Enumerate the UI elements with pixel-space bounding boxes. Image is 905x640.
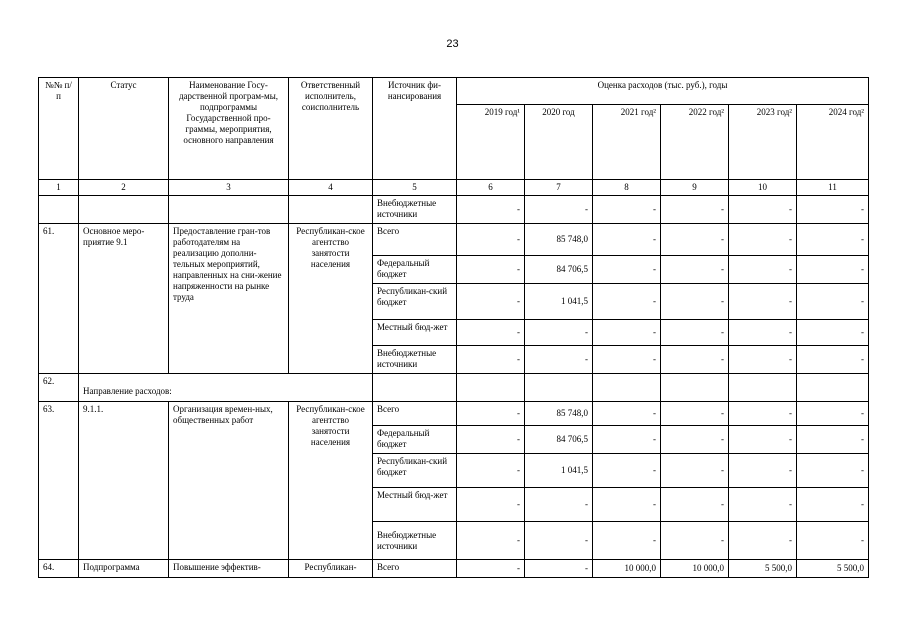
column-number: 3: [169, 180, 289, 196]
value-cell: 85 748,0: [525, 224, 593, 256]
value-cell: -: [661, 196, 729, 224]
value-cell: 10 000,0: [661, 560, 729, 578]
value-cell: -: [797, 256, 869, 284]
column-number: 1: [39, 180, 79, 196]
row-number: 64.: [39, 560, 79, 578]
header-year: 2021 год²: [593, 105, 661, 180]
value-cell: -: [593, 224, 661, 256]
header-year: 2023 год²: [729, 105, 797, 180]
value-cell: -: [797, 320, 869, 346]
column-number: 9: [661, 180, 729, 196]
funding-source: Всего: [373, 224, 457, 256]
header-year: 2024 год²: [797, 105, 869, 180]
header-name: Наименование Госу-дарственной програм-мы, подпрограммы Государственной про-граммы, мероприятия, основного направления: [169, 78, 289, 180]
value-cell: -: [661, 284, 729, 320]
value-cell: -: [457, 346, 525, 374]
value-cell: -: [661, 256, 729, 284]
column-number: 7: [525, 180, 593, 196]
header-year: 2020 год: [525, 105, 593, 180]
value-cell: 5 500,0: [729, 560, 797, 578]
value-cell: -: [729, 320, 797, 346]
funding-source: Федеральный бюджет: [373, 426, 457, 454]
value-cell: 1 041,5: [525, 284, 593, 320]
value-cell: -: [593, 196, 661, 224]
value-cell: -: [457, 426, 525, 454]
funding-source: Федеральный бюджет: [373, 256, 457, 284]
funding-source: Местный бюд-жет: [373, 320, 457, 346]
header-executor: Ответственный исполнитель, соисполнитель: [289, 78, 373, 180]
value-cell: -: [729, 224, 797, 256]
value-cell: -: [797, 402, 869, 426]
value-cell: 1 041,5: [525, 454, 593, 488]
row-number: 63.: [39, 402, 79, 560]
value-cell: -: [729, 488, 797, 522]
column-number: 11: [797, 180, 869, 196]
row-status: Подпрограмма: [79, 560, 169, 578]
value-cell: -: [457, 256, 525, 284]
value-cell: -: [457, 454, 525, 488]
value-cell: -: [797, 522, 869, 560]
page-number: 23: [446, 38, 459, 50]
header-status: Статус: [79, 78, 169, 180]
row-status: Основное меро-приятие 9.1: [79, 224, 169, 374]
value-cell: -: [797, 284, 869, 320]
value-cell: -: [457, 402, 525, 426]
value-cell: -: [661, 402, 729, 426]
row-name: Предоставление гран-тов работодателям на реализацию дополни-тельных мероприятий, направленных на сни-жение напряженности на рынке труда: [169, 224, 289, 374]
header-year: 2019 год¹: [457, 105, 525, 180]
value-cell: -: [797, 224, 869, 256]
value-cell: -: [525, 196, 593, 224]
column-number: 2: [79, 180, 169, 196]
row-executor: Республикан-ское агентство занятости населения: [289, 402, 373, 560]
value-cell: -: [593, 402, 661, 426]
row-number: 62.: [39, 374, 79, 402]
value-cell: -: [797, 196, 869, 224]
value-cell: -: [593, 346, 661, 374]
value-cell: -: [661, 224, 729, 256]
value-cell: -: [729, 256, 797, 284]
value-cell: -: [525, 560, 593, 578]
value-cell: -: [661, 488, 729, 522]
funding-source: Всего: [373, 402, 457, 426]
value-cell: -: [661, 426, 729, 454]
column-number: 10: [729, 180, 797, 196]
column-number: 4: [289, 180, 373, 196]
value-cell: -: [797, 426, 869, 454]
value-cell: -: [729, 454, 797, 488]
row-executor: Республикан-: [289, 560, 373, 578]
value-cell: -: [661, 522, 729, 560]
value-cell: -: [797, 454, 869, 488]
funding-source: Всего: [373, 560, 457, 578]
funding-source: Внебюджетные источники: [373, 346, 457, 374]
value-cell: -: [593, 522, 661, 560]
value-cell: -: [593, 284, 661, 320]
value-cell: -: [729, 522, 797, 560]
header-source: Источник фи-нансирования: [373, 78, 457, 180]
row-name: Организация времен-ных, общественных работ: [169, 402, 289, 560]
value-cell: -: [457, 488, 525, 522]
value-cell: -: [457, 196, 525, 224]
value-cell: -: [797, 488, 869, 522]
value-cell: 5 500,0: [797, 560, 869, 578]
value-cell: 10 000,0: [593, 560, 661, 578]
table-row: [39, 224, 869, 256]
value-cell: -: [457, 320, 525, 346]
header-estimate: Оценка расходов (тыс. руб.), годы: [457, 78, 869, 105]
value-cell: -: [593, 426, 661, 454]
section-heading: Направление расходов:: [79, 374, 373, 402]
funding-source: Местный бюд-жет: [373, 488, 457, 522]
funding-source: Внебюджетные источники: [373, 196, 457, 224]
value-cell: -: [457, 560, 525, 578]
value-cell: -: [525, 488, 593, 522]
column-number: 8: [593, 180, 661, 196]
value-cell: -: [729, 426, 797, 454]
table-row: [39, 402, 869, 426]
value-cell: -: [661, 320, 729, 346]
table-row: [39, 196, 869, 224]
value-cell: -: [457, 224, 525, 256]
value-cell: -: [593, 488, 661, 522]
value-cell: -: [593, 256, 661, 284]
value-cell: -: [797, 346, 869, 374]
table-row: [39, 560, 869, 578]
row-number: 61.: [39, 224, 79, 374]
header-num: №№ п/п: [39, 78, 79, 180]
value-cell: 85 748,0: [525, 402, 593, 426]
value-cell: -: [525, 320, 593, 346]
value-cell: -: [593, 454, 661, 488]
row-name: Повышение эффектив-: [169, 560, 289, 578]
value-cell: 84 706,5: [525, 256, 593, 284]
value-cell: 84 706,5: [525, 426, 593, 454]
table-row: [39, 374, 869, 402]
value-cell: -: [457, 284, 525, 320]
value-cell: -: [525, 346, 593, 374]
column-number: 6: [457, 180, 525, 196]
funding-source: Внебюджетные источники: [373, 522, 457, 560]
value-cell: -: [593, 320, 661, 346]
funding-source: Республикан-ский бюджет: [373, 454, 457, 488]
header-row-1: [39, 78, 869, 105]
row-status: 9.1.1.: [79, 402, 169, 560]
value-cell: -: [729, 196, 797, 224]
header-year: 2022 год²: [661, 105, 729, 180]
funding-source: Республикан-ский бюджет: [373, 284, 457, 320]
value-cell: -: [661, 454, 729, 488]
budget-table: [38, 77, 869, 578]
column-number-row: [39, 180, 869, 196]
column-number: 5: [373, 180, 457, 196]
value-cell: -: [729, 284, 797, 320]
value-cell: -: [661, 346, 729, 374]
row-executor: Республикан-ское агентство занятости населения: [289, 224, 373, 374]
value-cell: -: [457, 522, 525, 560]
value-cell: -: [525, 522, 593, 560]
value-cell: -: [729, 402, 797, 426]
value-cell: -: [729, 346, 797, 374]
